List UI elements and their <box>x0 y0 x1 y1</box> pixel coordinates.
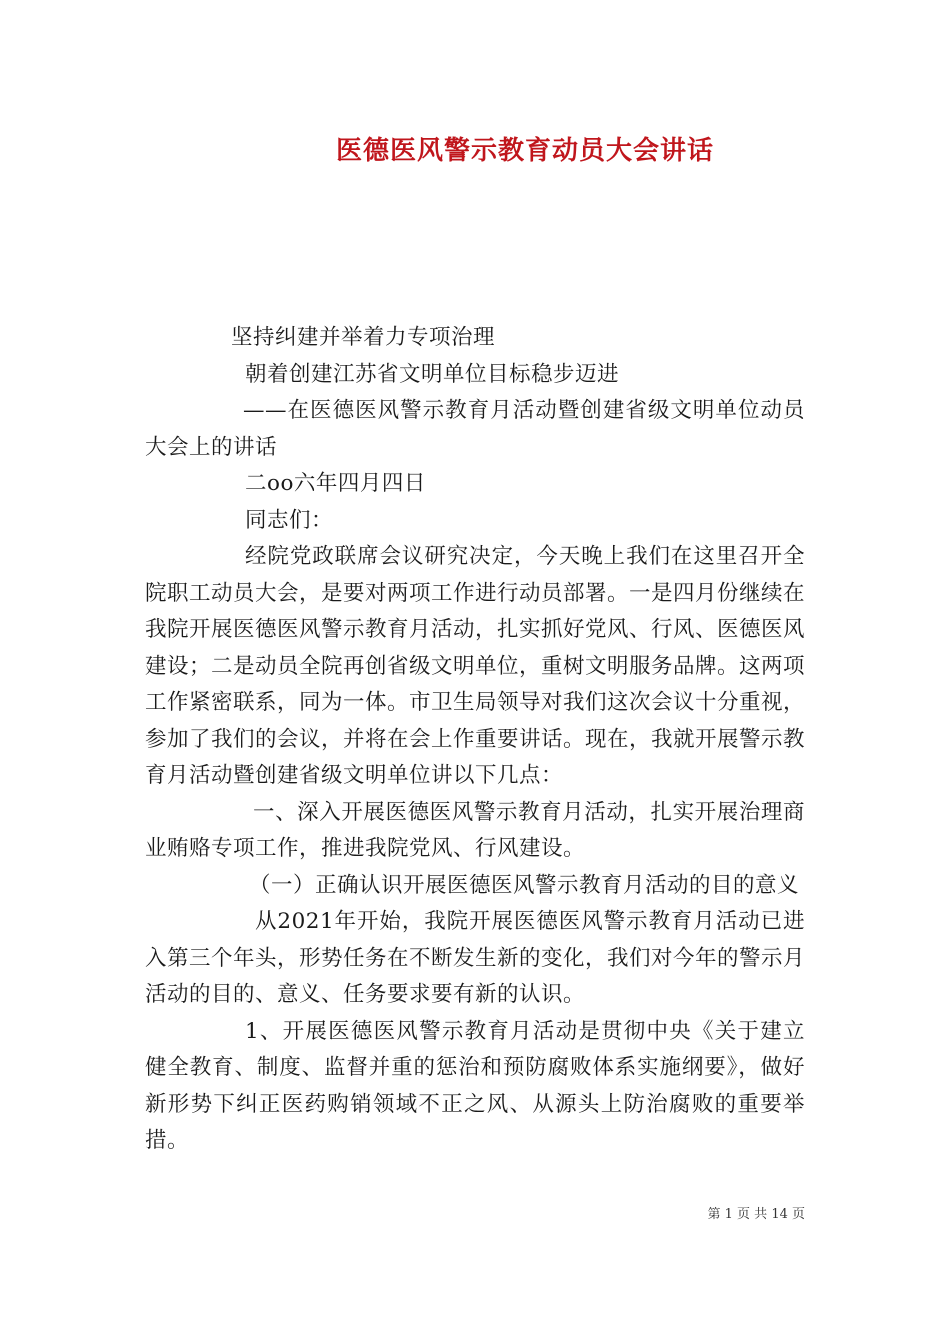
paragraph-intro: 经院党政联席会议研究决定，今天晚上我们在这里召开全院职工动员大会，是要对两项工作进行动员部署。一是四月份继续在我院开展医德医风警示教育月活动，扎实抓好党风、行风、医德医风建设；二是动员全院再创省级文明单位，重树文明服务品牌。这两项工作紧密联系，同为一体。市卫生局领导对我们这次会议十分重视，参加了我们的会议，并将在会上作重要讲话。现在，我就开展警示教育月活动暨创建省级文明单位讲以下几点： <box>145 544 806 788</box>
subtitle-line-2: 朝着创建江苏省文明单位目标稳步迈进 <box>245 361 620 387</box>
paragraph-point-1: 1、开展医德医风警示教育月活动是贯彻中央《关于建立健全教育、制度、监督并重的惩治和预防腐败体系实施纲要》，做好新形势下纠正医药购销领域不正之风、从源头上防治腐败的重要举措。 <box>145 1018 805 1153</box>
subtitle-line-1: 坚持纠建并举着力专项治理 <box>231 325 496 350</box>
speech-date: 二oo六年四月四日 <box>245 471 426 496</box>
section-heading-1: 一、深入开展医德医风警示教育月活动，扎实开展治理商业贿赂专项工作，推进我院党风、行风建设。 <box>145 799 805 861</box>
subsection-heading-1: （一）正确认识开展医德医风警示教育月活动的目的意义 <box>249 872 800 898</box>
greeting: 同志们： <box>245 507 334 533</box>
page-number: 第 1 页 共 14 页 <box>707 1207 805 1222</box>
document-title: 医德医风警示教育动员大会讲话 <box>335 136 714 166</box>
subtitle-occasion: ——在医德医风警示教育月活动暨创建省级文明单位动员大会上的讲话 <box>145 398 805 460</box>
document-body <box>145 320 805 1160</box>
paragraph-background: 从2021年开始，我院开展医德医风警示教育月活动已进入第三个年头，形势任务在不断发生新的变化，我们对今年的警示月活动的目的、意义、任务要求要有新的认识。 <box>145 909 806 1007</box>
